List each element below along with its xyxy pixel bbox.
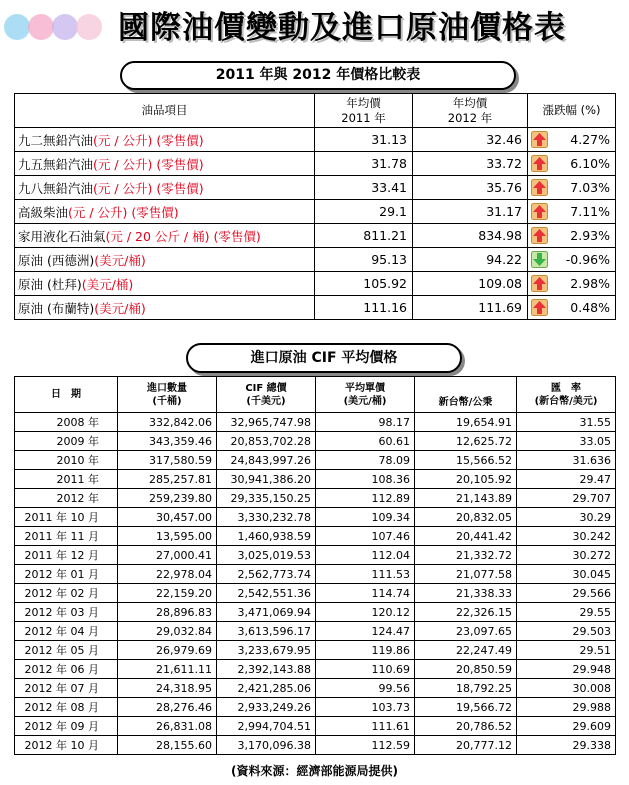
unit-price-twd-cell: 22,326.15	[415, 603, 517, 622]
period-cell: 2011 年 12 月	[15, 546, 118, 565]
cif-table-body	[15, 413, 616, 755]
cif-row	[15, 489, 616, 508]
source-note: (資料來源：經濟部能源局提供)	[231, 764, 398, 778]
cif-total-cell: 24,843,997.26	[217, 451, 316, 470]
period-cell: 2012 年 08 月	[15, 698, 118, 717]
unit-price-usd-cell: 108.36	[316, 470, 415, 489]
item-unit: (美元/桶)	[81, 276, 134, 292]
import-quantity-cell: 285,257.81	[118, 470, 217, 489]
change-value: 4.27%	[552, 128, 616, 152]
period-cell: 2012 年 09 月	[15, 717, 118, 736]
cif-row	[15, 432, 616, 451]
cif-total-cell: 2,421,285.06	[217, 679, 316, 698]
price-row	[15, 296, 616, 320]
unit-price-twd-cell: 20,832.05	[415, 508, 517, 527]
arrow-up-icon	[531, 227, 548, 244]
avg-2012-value: 834.98	[413, 224, 528, 248]
item-header: 油品項目	[15, 94, 315, 128]
cif-row	[15, 565, 616, 584]
unit-price-usd-cell: 98.17	[316, 413, 415, 432]
period-cell: 2010 年	[15, 451, 118, 470]
period-cell: 2011 年	[15, 470, 118, 489]
unit-price-usd-cell: 78.09	[316, 451, 415, 470]
price-comparison-table	[14, 93, 616, 320]
item-name: 家用液化石油氣	[18, 228, 106, 244]
price-item-cell	[15, 128, 315, 152]
cif-row	[15, 679, 616, 698]
cif-row	[15, 717, 616, 736]
item-unit: (元 / 公升) (零售價)	[93, 156, 204, 172]
cif-total-cell: 3,170,096.38	[217, 736, 316, 755]
cif-total-cell: 2,933,249.26	[217, 698, 316, 717]
item-name: 原油 (布蘭特)	[18, 300, 95, 316]
cif-total-cell: 20,853,702.28	[217, 432, 316, 451]
arrow-up-icon	[531, 203, 548, 220]
import-quantity-cell: 317,580.59	[118, 451, 217, 470]
unit-price-twd-cell: 18,792.25	[415, 679, 517, 698]
cif-total-cell: 2,562,773.74	[217, 565, 316, 584]
unit-price-twd-cell: 21,338.33	[415, 584, 517, 603]
unit-price-twd-cell: 15,566.52	[415, 451, 517, 470]
avg-2011-value: 95.13	[315, 248, 413, 272]
change-value: 2.93%	[552, 224, 616, 248]
import-quantity-cell: 343,359.46	[118, 432, 217, 451]
arrow-up-icon	[531, 179, 548, 196]
cif-row	[15, 546, 616, 565]
unit-price-usd-cell: 60.61	[316, 432, 415, 451]
item-name: 高級柴油	[18, 204, 69, 220]
avg-2011-value: 105.92	[315, 272, 413, 296]
unit-price-usd-cell: 112.04	[316, 546, 415, 565]
unit-price-usd-cell: 110.69	[316, 660, 415, 679]
item-unit: (元 / 公升) (零售價)	[68, 204, 179, 220]
cif-row	[15, 698, 616, 717]
cif-total-cell: 32,965,747.98	[217, 413, 316, 432]
change-value: 6.10%	[552, 152, 616, 176]
cif-total-cell: 3,613,596.17	[217, 622, 316, 641]
unit-price-twd-cell: 20,105.92	[415, 470, 517, 489]
arrow-up-icon	[531, 131, 548, 148]
cif-total-cell: 3,330,232.78	[217, 508, 316, 527]
import-quantity-cell: 28,896.83	[118, 603, 217, 622]
change-value: 0.48%	[552, 296, 616, 320]
price-row	[15, 272, 616, 296]
unit-price-twd-cell: 21,332.72	[415, 546, 517, 565]
exchange-rate-cell: 29.55	[517, 603, 616, 622]
price-item-cell	[15, 224, 315, 248]
unit-price-usd-cell: 111.53	[316, 565, 415, 584]
period-cell: 2012 年 07 月	[15, 679, 118, 698]
arrow-up-icon	[531, 155, 548, 172]
exchange-rate-cell: 30.272	[517, 546, 616, 565]
period-cell: 2012 年 03 月	[15, 603, 118, 622]
price-item-cell	[15, 248, 315, 272]
import-quantity-cell: 26,831.08	[118, 717, 217, 736]
cif-row	[15, 451, 616, 470]
avg-2011-value: 111.16	[315, 296, 413, 320]
cif-total-cell: 3,233,679.95	[217, 641, 316, 660]
price-row	[15, 128, 616, 152]
change-value: 7.03%	[552, 176, 616, 200]
import-quantity-cell: 13,595.00	[118, 527, 217, 546]
cif-total-cell: 1,460,938.59	[217, 527, 316, 546]
avg-2012-value: 32.46	[413, 128, 528, 152]
item-name: 九二無鉛汽油	[18, 132, 94, 148]
import-quantity-cell: 332,842.06	[118, 413, 217, 432]
avg-2012-value: 35.76	[413, 176, 528, 200]
exchange-rate-cell: 30.045	[517, 565, 616, 584]
unit-price-usd-cell: 111.61	[316, 717, 415, 736]
unit-price-twd-cell: 19,654.91	[415, 413, 517, 432]
date-header: 日 期	[15, 377, 118, 413]
cif-total-cell: 29,335,150.25	[217, 489, 316, 508]
price-item-cell	[15, 272, 315, 296]
cif-row	[15, 584, 616, 603]
import-quantity-cell: 24,318.95	[118, 679, 217, 698]
dot-3	[52, 14, 78, 40]
unit-price-twd-cell: 20,441.42	[415, 527, 517, 546]
cif-total-header: CIF 總價 (千美元)	[217, 377, 316, 413]
period-cell: 2012 年 02 月	[15, 584, 118, 603]
cif-total-cell: 3,471,069.94	[217, 603, 316, 622]
import-quantity-cell: 28,155.60	[118, 736, 217, 755]
cif-total-cell: 2,994,704.51	[217, 717, 316, 736]
page-title: 國際油價變動及進口原油價格表	[118, 10, 566, 46]
period-cell: 2012 年 05 月	[15, 641, 118, 660]
item-unit: (元 / 20 公斤 / 桶) (零售價)	[105, 228, 261, 244]
exchange-rate-cell: 29.988	[517, 698, 616, 717]
import-quantity-cell: 22,159.20	[118, 584, 217, 603]
period-cell: 2012 年 01 月	[15, 565, 118, 584]
cif-section-title: 進口原油 CIF 平均價格	[186, 343, 462, 373]
price-row	[15, 224, 616, 248]
exchange-rate-cell: 29.338	[517, 736, 616, 755]
exchange-rate-cell: 31.55	[517, 413, 616, 432]
avg-2012-header: 年均價 2012 年	[413, 94, 528, 128]
avg-2011-header: 年均價 2011 年	[315, 94, 413, 128]
avg-2011-value: 29.1	[315, 200, 413, 224]
unit-price-usd-cell: 109.34	[316, 508, 415, 527]
change-value: 2.98%	[552, 272, 616, 296]
exchange-rate-cell: 29.707	[517, 489, 616, 508]
exchange-rate-cell: 29.948	[517, 660, 616, 679]
exchange-rate-cell: 30.29	[517, 508, 616, 527]
cif-row	[15, 622, 616, 641]
unit-price-twd-cell: 21,077.58	[415, 565, 517, 584]
unit-price-usd-cell: 103.73	[316, 698, 415, 717]
import-quantity-cell: 30,457.00	[118, 508, 217, 527]
cif-price-table	[14, 376, 616, 755]
change-value: -0.96%	[552, 248, 616, 272]
unit-price-usd-cell: 107.46	[316, 527, 415, 546]
item-unit: (元 / 公升) (零售價)	[93, 132, 204, 148]
period-cell: 2008 年	[15, 413, 118, 432]
exchange-rate-cell: 29.503	[517, 622, 616, 641]
unit-price-twd-cell: 20,786.52	[415, 717, 517, 736]
change-value: 7.11%	[552, 200, 616, 224]
period-cell: 2012 年 06 月	[15, 660, 118, 679]
avg-2012-value: 94.22	[413, 248, 528, 272]
item-name: 九八無鉛汽油	[18, 180, 94, 196]
unit-price-twd-cell: 19,566.72	[415, 698, 517, 717]
avg-2012-value: 109.08	[413, 272, 528, 296]
unit-price-usd-cell: 119.86	[316, 641, 415, 660]
item-name: 原油 (杜拜)	[18, 276, 82, 292]
import-quantity-cell: 28,276.46	[118, 698, 217, 717]
decorative-dots	[4, 8, 108, 46]
exchange-rate-cell: 29.609	[517, 717, 616, 736]
exchange-rate-cell: 29.51	[517, 641, 616, 660]
import-quantity-header: 進口數量 (千桶)	[118, 377, 217, 413]
unit-price-usd-cell: 112.89	[316, 489, 415, 508]
avg-2011-value: 31.78	[315, 152, 413, 176]
page-header	[0, 0, 629, 58]
import-quantity-cell: 21,611.11	[118, 660, 217, 679]
cif-row	[15, 470, 616, 489]
cif-total-cell: 2,392,143.88	[217, 660, 316, 679]
price-item-cell	[15, 176, 315, 200]
exchange-rate-cell: 30.008	[517, 679, 616, 698]
cif-row	[15, 660, 616, 679]
item-name: 九五無鉛汽油	[18, 156, 94, 172]
dot-1	[4, 14, 30, 40]
dot-2	[28, 14, 54, 40]
import-quantity-cell: 29,032.84	[118, 622, 217, 641]
cif-row	[15, 603, 616, 622]
import-quantity-cell: 26,979.69	[118, 641, 217, 660]
exchange-rate-cell: 33.05	[517, 432, 616, 451]
cif-total-cell: 30,941,386.20	[217, 470, 316, 489]
item-unit: (元 / 公升) (零售價)	[93, 180, 204, 196]
unit-price-usd-header: 平均單價 (美元/桶)	[316, 377, 415, 413]
period-cell: 2009 年	[15, 432, 118, 451]
unit-price-usd-cell: 99.56	[316, 679, 415, 698]
price-table-header-row	[15, 94, 616, 128]
exchange-rate-cell: 30.242	[517, 527, 616, 546]
unit-price-twd-header: 新台幣/公秉	[415, 377, 517, 413]
import-quantity-cell: 27,000.41	[118, 546, 217, 565]
arrow-down-icon	[531, 251, 548, 268]
price-item-cell	[15, 296, 315, 320]
import-quantity-cell: 259,239.80	[118, 489, 217, 508]
price-section-title: 2011 年與 2012 年價格比較表	[120, 61, 516, 90]
unit-price-twd-cell: 20,850.59	[415, 660, 517, 679]
avg-2011-value: 33.41	[315, 176, 413, 200]
avg-2012-value: 33.72	[413, 152, 528, 176]
unit-price-usd-cell: 114.74	[316, 584, 415, 603]
import-quantity-cell: 22,978.04	[118, 565, 217, 584]
period-cell: 2012 年 04 月	[15, 622, 118, 641]
change-header: 漲跌幅 (%)	[528, 94, 616, 128]
cif-table-header-row	[15, 377, 616, 413]
price-row	[15, 176, 616, 200]
cif-row	[15, 736, 616, 755]
unit-price-twd-cell: 20,777.12	[415, 736, 517, 755]
arrow-up-icon	[531, 299, 548, 316]
item-unit: (美元/桶)	[94, 252, 146, 268]
unit-price-twd-cell: 22,247.49	[415, 641, 517, 660]
cif-row	[15, 508, 616, 527]
unit-price-twd-cell: 21,143.89	[415, 489, 517, 508]
unit-price-usd-cell: 120.12	[316, 603, 415, 622]
item-unit: (美元/桶)	[94, 300, 146, 316]
price-row	[15, 152, 616, 176]
price-row	[15, 248, 616, 272]
avg-2011-value: 31.13	[315, 128, 413, 152]
period-cell: 2012 年 10 月	[15, 736, 118, 755]
period-cell: 2011 年 10 月	[15, 508, 118, 527]
period-cell: 2012 年	[15, 489, 118, 508]
unit-price-twd-cell: 12,625.72	[415, 432, 517, 451]
exchange-rate-cell: 29.47	[517, 470, 616, 489]
item-name: 原油 (西德洲)	[18, 252, 95, 268]
arrow-up-icon	[531, 275, 548, 292]
avg-2012-value: 111.69	[413, 296, 528, 320]
period-cell: 2011 年 11 月	[15, 527, 118, 546]
dot-4	[76, 14, 102, 40]
exchange-rate-header: 匯 率 (新台幣/美元)	[517, 377, 616, 413]
price-item-cell	[15, 200, 315, 224]
price-item-cell	[15, 152, 315, 176]
exchange-rate-cell: 29.566	[517, 584, 616, 603]
cif-total-cell: 3,025,019.53	[217, 546, 316, 565]
unit-price-twd-cell: 23,097.65	[415, 622, 517, 641]
avg-2012-value: 31.17	[413, 200, 528, 224]
cif-total-cell: 2,542,551.36	[217, 584, 316, 603]
exchange-rate-cell: 31.636	[517, 451, 616, 470]
price-table-body	[15, 128, 616, 320]
cif-row	[15, 527, 616, 546]
unit-price-usd-cell: 112.59	[316, 736, 415, 755]
cif-row	[15, 413, 616, 432]
price-row	[15, 200, 616, 224]
unit-price-usd-cell: 124.47	[316, 622, 415, 641]
avg-2011-value: 811.21	[315, 224, 413, 248]
cif-row	[15, 641, 616, 660]
